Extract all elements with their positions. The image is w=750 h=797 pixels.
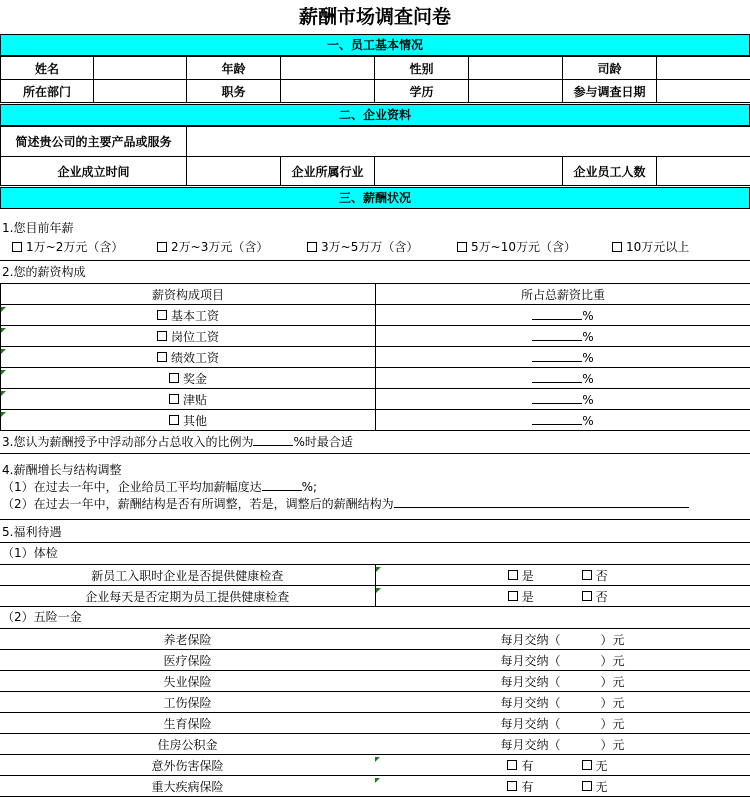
q5-block (0, 522, 750, 797)
composition-item[interactable]: 其他 (1, 410, 376, 431)
q1-option[interactable]: 5万~10万元（含） (457, 238, 612, 260)
field-date[interactable] (657, 80, 750, 103)
insurance-amount[interactable]: 每月交纳（ ）元 (375, 629, 750, 650)
checkbox-icon[interactable] (582, 781, 592, 791)
checkbox-icon[interactable] (12, 242, 22, 252)
q5-label: 5.福利待遇 (0, 522, 750, 543)
checkbox-icon[interactable] (508, 570, 518, 580)
q1-option[interactable]: 3万~5万万（含） (307, 238, 457, 260)
checkbox-icon[interactable] (582, 591, 592, 601)
field-education[interactable] (469, 80, 563, 103)
q1-options (0, 238, 750, 261)
composition-ratio[interactable]: % (376, 410, 750, 431)
q1-block (0, 218, 750, 261)
field-seniority[interactable] (657, 57, 750, 80)
checkbox-icon[interactable] (157, 331, 167, 341)
extra-insurance-answer: 有 无 (375, 755, 750, 776)
blank-line[interactable] (253, 433, 293, 446)
health-question: 企业每天是否定期为员工提供健康检查 (0, 586, 375, 607)
label-education: 学历 (375, 80, 469, 103)
blank-line[interactable] (532, 412, 582, 425)
q1-option[interactable]: 1万~2万元（含） (12, 238, 157, 260)
field-industry[interactable] (375, 157, 563, 186)
col-header-ratio: 所占总薪资比重 (376, 284, 750, 305)
field-employees[interactable] (657, 157, 750, 186)
cell-marker-icon (376, 588, 381, 593)
blank-line[interactable] (532, 370, 582, 383)
health-label: （1）体检 (0, 543, 750, 565)
checkbox-icon[interactable] (307, 242, 317, 252)
health-question: 新员工入职时企业是否提供健康检查 (0, 565, 375, 586)
checkbox-icon[interactable] (157, 352, 167, 362)
composition-item[interactable]: 绩效工资 (1, 347, 376, 368)
checkbox-icon[interactable] (582, 760, 592, 770)
cell-marker-icon (1, 307, 6, 312)
insurance-item: 住房公积金 (0, 734, 375, 755)
field-gender[interactable] (469, 57, 563, 80)
q4-sub1: （1）在过去一年中，企业给员工平均加薪幅度达 %; (0, 479, 750, 496)
label-industry: 企业所属行业 (281, 157, 375, 186)
insurance-item: 生育保险 (0, 713, 375, 734)
field-position[interactable] (281, 80, 375, 103)
checkbox-icon[interactable] (507, 781, 517, 791)
insurance-amount[interactable]: 每月交纳（ ）元 (375, 734, 750, 755)
salary-composition-table (0, 283, 750, 431)
blank-line[interactable] (532, 307, 582, 320)
health-answer: 是 否 (375, 565, 750, 586)
blank-line[interactable] (532, 328, 582, 341)
extra-insurance-item: 重大疾病保险 (0, 776, 375, 797)
checkbox-icon[interactable] (169, 373, 179, 383)
label-gender: 性别 (375, 57, 469, 80)
q1-option[interactable]: 10万元以上 (612, 238, 689, 260)
checkbox-icon[interactable] (582, 570, 592, 580)
composition-item[interactable]: 岗位工资 (1, 326, 376, 347)
cell-marker-icon (375, 778, 380, 783)
basic-info-table (0, 56, 750, 103)
insurance-amount[interactable]: 每月交纳（ ）元 (375, 692, 750, 713)
label-position: 职务 (187, 80, 281, 103)
composition-ratio[interactable]: % (376, 368, 750, 389)
blank-line[interactable] (532, 391, 582, 404)
field-dept[interactable] (94, 80, 187, 103)
field-name[interactable] (94, 57, 187, 80)
extra-insurance-item: 意外伤害保险 (0, 755, 375, 776)
cell-marker-icon (1, 349, 6, 354)
composition-ratio[interactable]: % (376, 326, 750, 347)
insurance-item: 工伤保险 (0, 692, 375, 713)
checkbox-icon[interactable] (508, 591, 518, 601)
cell-marker-icon (1, 391, 6, 396)
field-products[interactable] (187, 127, 750, 157)
cell-marker-icon (1, 412, 6, 417)
section-header-basic: 一、员工基本情况 (0, 34, 750, 56)
insurance-item: 养老保险 (0, 629, 375, 650)
label-seniority: 司龄 (563, 57, 657, 80)
q3-text: 3.您认为薪酬授予中浮动部分占总收入的比例为 %时最合适 (0, 432, 750, 452)
insurance-amount[interactable]: 每月交纳（ ）元 (375, 671, 750, 692)
checkbox-icon[interactable] (507, 760, 517, 770)
label-employees: 企业员工人数 (563, 157, 657, 186)
cell-marker-icon (1, 328, 6, 333)
q4-block (0, 462, 750, 520)
checkbox-icon[interactable] (157, 242, 167, 252)
q2-block (0, 262, 750, 431)
composition-item[interactable]: 津贴 (1, 389, 376, 410)
checkbox-icon[interactable] (612, 242, 622, 252)
field-founded[interactable] (187, 157, 281, 186)
label-name: 姓名 (1, 57, 94, 80)
insurance-item: 失业保险 (0, 671, 375, 692)
field-age[interactable] (281, 57, 375, 80)
composition-item[interactable]: 基本工资 (1, 305, 376, 326)
insurance-amount[interactable]: 每月交纳（ ）元 (375, 650, 750, 671)
q4-label: 4.薪酬增长与结构调整 (0, 462, 750, 479)
composition-ratio[interactable]: % (376, 305, 750, 326)
blank-line[interactable] (262, 479, 302, 491)
checkbox-icon[interactable] (169, 394, 179, 404)
checkbox-icon[interactable] (157, 310, 167, 320)
cell-marker-icon (1, 370, 6, 375)
blank-line[interactable] (532, 349, 582, 362)
q2-label: 2.您的薪资构成 (0, 262, 750, 283)
checkbox-icon[interactable] (457, 242, 467, 252)
q1-label: 1.您目前年薪 (0, 218, 750, 238)
label-date: 参与调查日期 (563, 80, 657, 103)
col-header-item: 薪资构成项目 (1, 284, 376, 305)
extra-insurance-answer: 有 无 (375, 776, 750, 797)
company-info-table (0, 126, 750, 186)
label-age: 年龄 (187, 57, 281, 80)
insurance-item: 医疗保险 (0, 650, 375, 671)
insurance-amount[interactable]: 每月交纳（ ）元 (375, 713, 750, 734)
insurance-label: （2）五险一金 (0, 607, 750, 629)
composition-ratio[interactable]: % (376, 389, 750, 410)
health-answer: 是 否 (375, 586, 750, 607)
composition-item[interactable]: 奖金 (1, 368, 376, 389)
section-header-salary: 三、薪酬状况 (0, 187, 750, 209)
checkbox-icon[interactable] (169, 415, 179, 425)
cell-marker-icon (375, 757, 380, 762)
section-header-company: 二、企业资料 (0, 104, 750, 126)
q4-sub2: （2）在过去一年中，薪酬结构是否有所调整，若是，调整后的薪酬结构为 (0, 496, 750, 513)
page-title: 薪酬市场调查问卷 (0, 0, 750, 34)
blank-line[interactable] (394, 496, 689, 508)
composition-ratio[interactable]: % (376, 347, 750, 368)
q1-option[interactable]: 2万~3万元（含） (157, 238, 307, 260)
cell-marker-icon (376, 567, 381, 572)
insurance-table (0, 629, 750, 797)
health-check-table (0, 565, 750, 607)
label-dept: 所在部门 (1, 80, 94, 103)
label-founded: 企业成立时间 (1, 157, 187, 186)
label-products: 简述贵公司的主要产品或服务 (1, 127, 187, 157)
q3-block (0, 432, 750, 454)
